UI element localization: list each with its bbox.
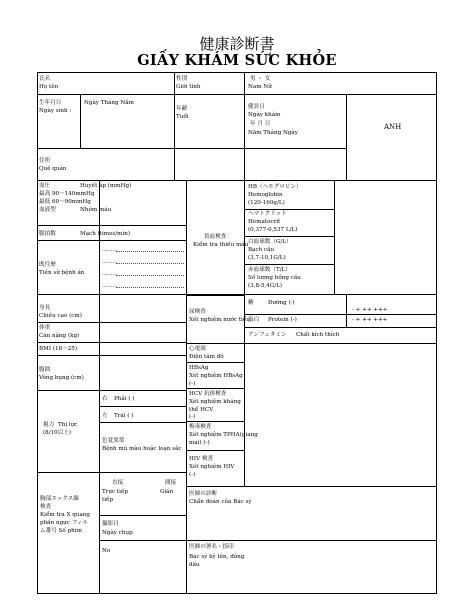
hiv-result[interactable]: (-) bbox=[189, 472, 196, 478]
xray-label-jp: 胸部エックス線 bbox=[40, 496, 79, 502]
age-label-jp: 年齢 bbox=[176, 106, 188, 112]
bp-max[interactable]: 最高 90～140mmHg bbox=[39, 191, 95, 197]
divider bbox=[244, 72, 245, 180]
syphilis-label-vi-2: mai) (-) bbox=[189, 440, 210, 446]
history-line[interactable]: ........ bbox=[102, 283, 117, 289]
pulse-label-vi: Mạch (times/min) bbox=[80, 231, 131, 237]
sugar-label-vi: Đường (-) bbox=[268, 300, 295, 306]
form-frame bbox=[37, 72, 437, 594]
hcv-label-vi-2: thể HCV bbox=[189, 407, 214, 413]
hcv-result[interactable]: (-) bbox=[189, 414, 196, 420]
divider bbox=[37, 342, 186, 343]
vision-left-vi[interactable]: Trái ( ) bbox=[114, 413, 134, 419]
divider bbox=[99, 406, 186, 407]
vision-label-jp: 視力 bbox=[43, 422, 55, 428]
exam-date-ymd-vi[interactable]: Năm Tháng Ngày bbox=[248, 130, 298, 136]
height-label-jp: 身長 bbox=[39, 305, 51, 311]
photo-placeholder: ANH bbox=[384, 123, 402, 131]
xray-indirect-vi[interactable]: Gián bbox=[160, 489, 174, 495]
sex-label-jp: 性別 bbox=[176, 76, 188, 82]
divider bbox=[186, 540, 437, 541]
blood-type-label-vi: Nhóm máu bbox=[80, 207, 112, 213]
vision-right-jp: 右 bbox=[102, 396, 108, 402]
urine-label-jp: 尿検査 bbox=[189, 309, 206, 315]
divider bbox=[37, 94, 437, 95]
syphilis-label-vi: Xét nghiệm TPHA(giang bbox=[189, 432, 258, 438]
ht-label-jp: ヘマトクリット bbox=[248, 211, 287, 217]
history-line[interactable]: ........ bbox=[102, 247, 117, 253]
hbsag-result[interactable]: (-) bbox=[189, 381, 196, 387]
divider bbox=[37, 472, 186, 473]
wbc-range: (3,7-10,1G/L) bbox=[248, 255, 286, 261]
name-label-vi: Họ tên bbox=[39, 84, 59, 90]
dob-label-vi: Ngày sinh : bbox=[39, 108, 72, 114]
ecg-label-jp: 心電図 bbox=[189, 346, 206, 352]
vision-left-jp: 左 bbox=[102, 413, 108, 419]
title-japanese: 健康診断書 bbox=[199, 35, 275, 53]
divider bbox=[186, 388, 244, 389]
divider bbox=[244, 264, 334, 265]
address-label-vi: Quê quán bbox=[39, 166, 67, 172]
protein-label-jp: 蛋白 bbox=[248, 317, 260, 323]
exam-date-label-vi: Ngày khám bbox=[248, 112, 281, 118]
vision-right-vi[interactable]: Phải ( ) bbox=[114, 396, 135, 402]
history-line-dots bbox=[116, 251, 184, 252]
xray-label-vi-2: phần ngực フィル bbox=[40, 520, 89, 526]
age-label-vi: Tuổi bbox=[176, 114, 189, 120]
anemia-label-jp: 貧血検査 bbox=[204, 234, 227, 240]
diagnosis-label-jp: 医師の診断 bbox=[189, 491, 217, 497]
divider bbox=[186, 295, 244, 296]
protein-label-vi: Protein (-) bbox=[268, 317, 297, 323]
wbc-label-jp: 白血球数（G/L） bbox=[248, 239, 292, 245]
divider bbox=[186, 450, 244, 451]
history-line-dots bbox=[116, 287, 184, 288]
divider bbox=[244, 314, 437, 315]
ht-label-vi: Hematocrit bbox=[248, 219, 281, 225]
wbc-label-vi: Bạch cầu bbox=[248, 247, 275, 253]
divider bbox=[37, 322, 186, 323]
rbc-range: (3,8-5,4G/L) bbox=[248, 283, 283, 289]
divider bbox=[186, 362, 244, 363]
divider bbox=[174, 72, 175, 180]
exam-date-ymd-jp[interactable]: 年 月 日 bbox=[250, 121, 271, 127]
divider bbox=[37, 355, 186, 356]
divider bbox=[37, 148, 346, 149]
xray-label-jp-2: 検査 bbox=[40, 504, 52, 510]
divider bbox=[99, 422, 186, 423]
waist-label-jp: 腹囲 bbox=[39, 367, 51, 373]
bp-label-jp: 血圧 bbox=[39, 183, 51, 189]
xray-film-label: ム番号 Số phim bbox=[40, 528, 82, 534]
xray-direct-jp: 直接 bbox=[112, 480, 124, 486]
hiv-label-vi: Xét nghiệm HIV bbox=[189, 464, 235, 470]
hbsag-label-vi: Xét nghiệm HBsAg bbox=[189, 373, 243, 379]
history-line[interactable]: ........ bbox=[102, 259, 117, 265]
weight-label-jp: 体重 bbox=[39, 325, 51, 331]
bp-min[interactable]: 最低 60～90mmHg bbox=[39, 199, 91, 205]
divider bbox=[186, 180, 187, 594]
history-line-dots bbox=[116, 275, 184, 276]
title-vietnamese: GIẤY KHÁM SỨC KHỎE bbox=[137, 52, 337, 69]
waist-label-vi: Vòng bụng (cm) bbox=[39, 375, 84, 381]
xray-date-label-vi: Ngày chụp bbox=[102, 530, 133, 536]
sugar-label-jp: 糖 bbox=[248, 300, 254, 306]
height-label-vi: Chiều cao (cm) bbox=[39, 313, 82, 319]
divider bbox=[80, 94, 81, 148]
divider bbox=[346, 94, 347, 180]
sugar-scale[interactable]: - + ++ +++ bbox=[352, 307, 388, 313]
divider bbox=[186, 486, 437, 487]
sex-options-vi[interactable]: Nam Nữ bbox=[248, 84, 272, 90]
history-line-dots bbox=[116, 263, 184, 264]
divider bbox=[37, 294, 437, 295]
anemia-label-vi: Kiểm tra thiếu máu bbox=[193, 242, 249, 248]
bmi-label: BMI (18～25) bbox=[39, 346, 78, 352]
doctor-sign-label-vi: Bác sỹ ký tên, đóng bbox=[189, 554, 245, 560]
color-blind-label-vi: Bệnh mù màu hoặc loạn sắc bbox=[102, 446, 182, 452]
protein-scale[interactable]: - + ++ +++ bbox=[352, 317, 388, 323]
xray-direct-vi[interactable]: Trực tiếp bbox=[102, 489, 128, 495]
divider bbox=[244, 327, 437, 328]
exam-date-label-jp: 健診日 bbox=[248, 104, 265, 110]
hiv-label-jp: HIV 検査 bbox=[189, 456, 214, 462]
ht-range: (0,377-0,537 L/L) bbox=[248, 227, 298, 233]
urine-label-vi: Xét nghiệm nước tiểu bbox=[189, 317, 250, 323]
xray-indirect-jp: 間接 bbox=[165, 480, 177, 486]
address-label-jp: 住所 bbox=[39, 158, 51, 164]
divider bbox=[37, 180, 437, 181]
divider bbox=[244, 180, 245, 486]
color-blind-label-jp: 色覚異常 bbox=[102, 438, 125, 444]
sex-label-vi: Giới tính bbox=[176, 84, 201, 90]
history-label-vi: Tiền sử bệnh án bbox=[39, 270, 85, 276]
bp-label-vi: Huyết áp (mmHg) bbox=[80, 183, 132, 189]
divider bbox=[186, 343, 437, 344]
doctor-sign-label-vi-2: dấu bbox=[189, 562, 200, 568]
divider bbox=[37, 240, 186, 241]
xray-number-label[interactable]: No bbox=[102, 548, 111, 554]
divider bbox=[37, 390, 186, 391]
weight-label-vi: Cân nặng (kg) bbox=[39, 333, 80, 339]
xray-label-vi: Kiểm tra X quang bbox=[40, 512, 90, 518]
history-label-jp: 既往歴 bbox=[39, 262, 56, 268]
hb-label-jp: HB（ヘモグロビン） bbox=[248, 184, 302, 190]
vision-label-vi: Thị lực bbox=[58, 422, 78, 428]
sex-options-jp[interactable]: 男 ・ 女 bbox=[250, 76, 271, 82]
name-label-jp: 氏名 bbox=[39, 76, 51, 82]
diagnosis-label-vi: Chẩn đoán của Bác sỹ bbox=[189, 499, 252, 505]
dob-label-jp: 生年月日 bbox=[39, 100, 62, 106]
hb-range: (120-160g/L) bbox=[248, 200, 285, 206]
divider bbox=[346, 294, 347, 327]
divider bbox=[99, 540, 186, 541]
dob-fields[interactable]: Ngày Tháng Năm bbox=[84, 100, 134, 106]
doctor-sign-label-jp: 医師の署名・捺印 bbox=[189, 544, 234, 550]
rbc-label-jp: 赤血球数（T/L） bbox=[248, 267, 291, 273]
hb-label-vi: Hemoglobin bbox=[248, 192, 283, 198]
stimulant-label-vi: Chất kích thích bbox=[296, 332, 340, 338]
stimulant-label-jp: アンフェタミン bbox=[248, 332, 287, 338]
ecg-label-vi: Điện tâm đồ bbox=[189, 354, 224, 360]
hcv-label-jp: HCV 抗体検査 bbox=[189, 391, 227, 397]
blood-type-label-jp: 血液型 bbox=[39, 207, 56, 213]
rbc-label-vi: Số lượng hồng cầu bbox=[248, 275, 301, 281]
pulse-label-jp: 脈拍数 bbox=[39, 231, 56, 237]
syphilis-label-jp: 梅毒検査 bbox=[189, 424, 212, 430]
history-line[interactable]: ........ bbox=[102, 271, 117, 277]
divider bbox=[99, 515, 186, 516]
divider bbox=[186, 421, 244, 422]
divider bbox=[37, 225, 186, 226]
divider bbox=[244, 209, 334, 210]
hcv-label-vi: Xét nghiệm kháng bbox=[189, 399, 241, 405]
vision-sub: (8/10以上) bbox=[43, 430, 72, 436]
divider bbox=[244, 236, 334, 237]
divider bbox=[334, 180, 335, 294]
xray-date-label-jp: 撮影日 bbox=[102, 521, 119, 527]
xray-indirect-vi-2[interactable]: tiếp bbox=[102, 497, 114, 503]
divider bbox=[99, 180, 100, 594]
hbsag-label-jp: HBsAg bbox=[189, 365, 209, 371]
